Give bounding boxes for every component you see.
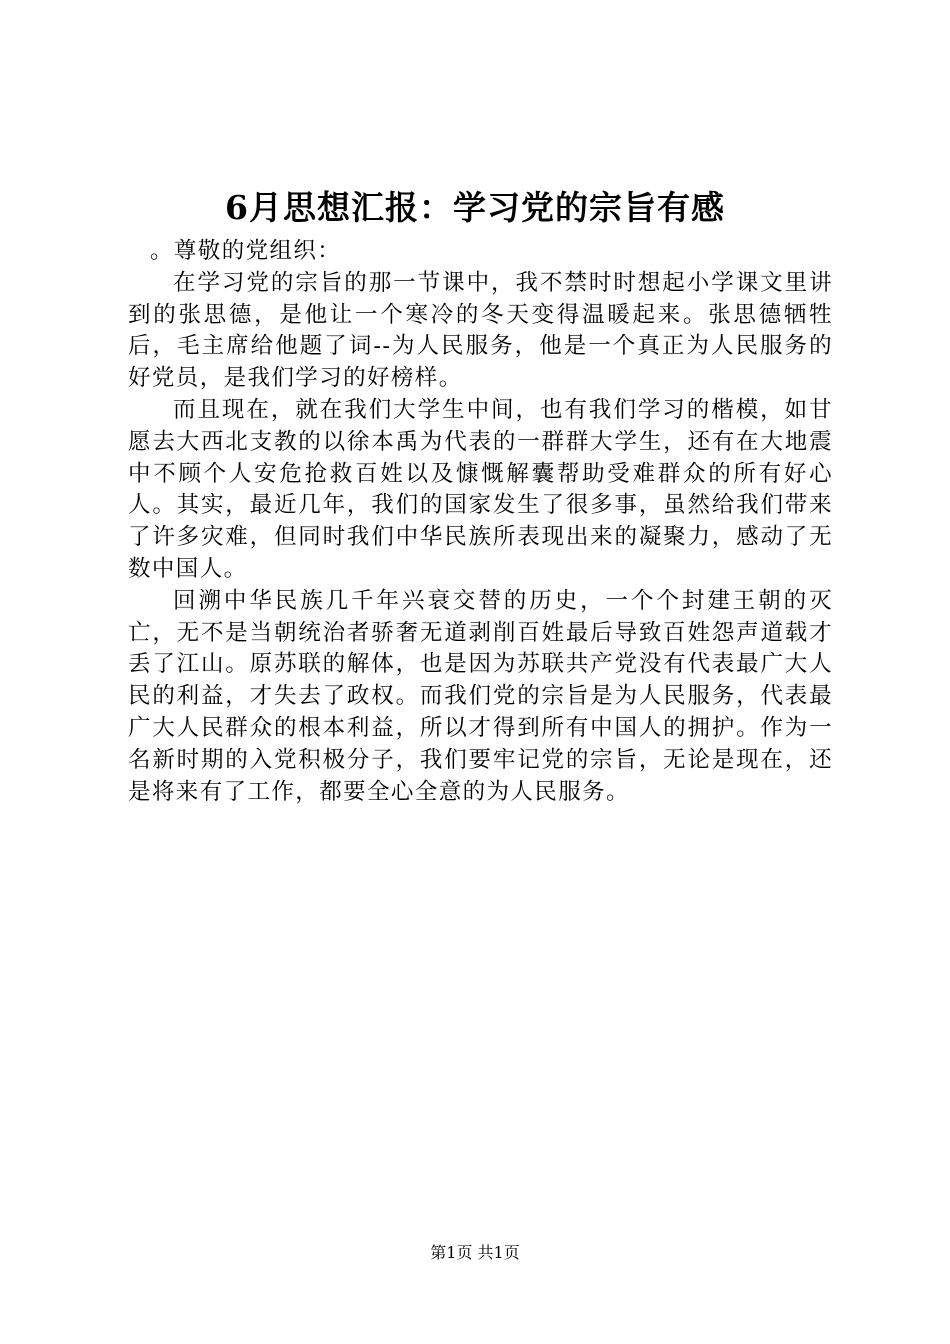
body-paragraph-1: 在学习党的宗旨的那一节课中，我不禁时时想起小学课文里讲到的张思德，是他让一个寒冷的冬天变得温暖起来。张思德牺牲后，毛主席给他题了词--为人民服务，他是一个真正为人民服务的好党员，是我们学习的好榜样。	[128, 269, 833, 392]
greeting-line: 。尊敬的党组织：	[150, 238, 342, 264]
body-paragraph-3: 回溯中华民族几千年兴衰交替的历史，一个个封建王朝的灭亡，无不是当朝统治者骄奢无道剥削百姓最后导致百姓怨声道载才丢了江山。原苏联的解体，也是因为苏联共产党没有代表最广大人民的利益，才失去了政权。而我们党的宗旨是为人民服务，代表最广大人民群众的根本利益，所以才得到所有中国人的拥护。作为一名新时期的入党积极分子，我们要牢记党的宗旨，无论是现在，还是将来有了工作，都要全心全意的为人民服务。	[128, 587, 833, 805]
body-paragraph-2: 而且现在，就在我们大学生中间，也有我们学习的楷模，如甘愿去大西北支教的以徐本禹为代表的一群群大学生，还有在大地震中不顾个人安危抢救百姓以及慷慨解囊帮助受难群众的所有好心人。其实，最近几年，我们的国家发生了很多事，虽然给我们带来了许多灾难，但同时我们中华民族所表现出来的凝聚力，感动了无数中国人。	[128, 396, 833, 582]
document-body	[128, 236, 833, 808]
page-footer: 第1页 共1页	[430, 1243, 520, 1262]
document-title: 6月思想汇报：学习党的宗旨有感	[225, 188, 725, 227]
